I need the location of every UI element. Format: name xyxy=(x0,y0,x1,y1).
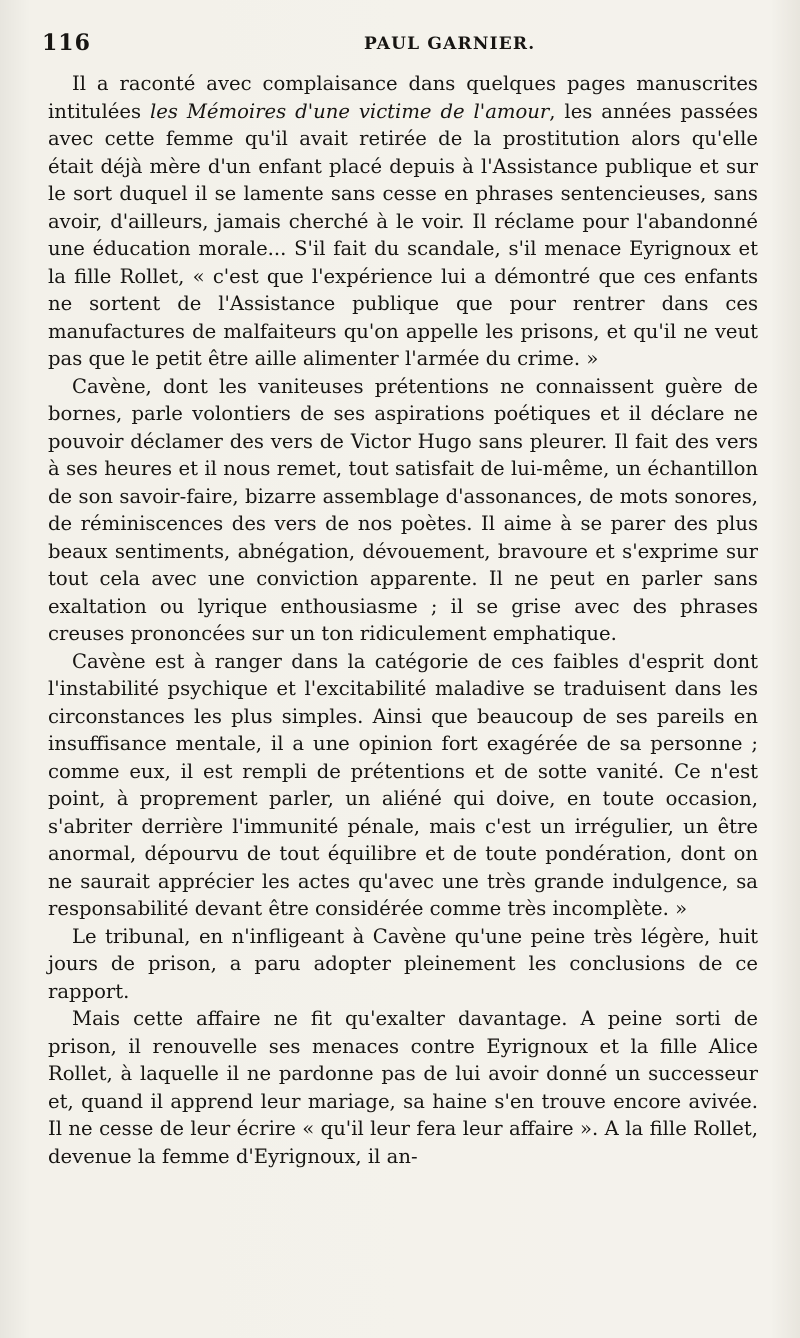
body-text xyxy=(48,70,758,1170)
page-number: 116 xyxy=(42,30,91,56)
paragraph: Cavène, dont les vaniteuses prétentions ne connaissent guère de bornes, parle volontiers de ses aspirations poétiques et il déclare ne pouvoir déclamer des vers de Victor Hugo sans pleurer. Il fait des vers à ses heures et il nous remet, tout satisfait de lui-même, un échantillon de son savoir-faire, bizarre assemblage d'assonances, de mots sonores, de réminiscences des vers de nos poètes. Il aime à se parer des plus beaux sentiments, abnégation, dévouement, bravoure et s'exprime sur tout cela avec une conviction apparente. Il ne peut en parler sans exaltation ou lyrique enthousiasme ; il se grise avec des phrases creuses prononcées sur un ton ridiculement emphatique. xyxy=(48,374,758,645)
page-header xyxy=(42,30,758,64)
paragraph xyxy=(48,70,758,373)
paragraph-text: , les années passées avec cette femme qu'il avait retirée de la prostitution alors qu'elle était déjà mère d'un enfant placé depuis à l'Assistance publique et sur le sort duquel il se lamente sans cesse en phrases sentencieuses, sans avoir, d'ailleurs, jamais cherché à le voir. Il réclame pour l'abandonné une éducation morale... S'il fait du scandale, s'il menace Eyrignoux et la fille Rollet, « c'est que l'expérience lui a démontré que ces enfants ne sortent de l'Assistance publique que pour rentrer dans ces manufactures de malfaiteurs qu'on appelle les prisons, et qu'il ne veut pas que le petit être aille alimenter l'armée du crime. » xyxy=(48,99,759,370)
italic-title: les Mémoires d'une victime de l'amour xyxy=(150,99,550,123)
paragraph: Le tribunal, en n'infligeant à Cavène qu'une peine très légère, huit jours de prison, a paru adopter pleinement les conclusions de ce rapport. xyxy=(48,924,758,1003)
paragraph: Cavène est à ranger dans la catégorie de ces faibles d'esprit dont l'instabilité psychique et l'excitabilité maladive se traduisent dans les circonstances les plus simples. Ainsi que beaucoup de ses pareils en insuffisance mentale, il a une opinion fort exagérée de sa personne ; comme eux, il est rempli de prétentions et de sotte vanité. Ce n'est point, à proprement parler, un aliéné qui doive, en toute occasion, s'abriter derrière l'immunité pénale, mais c'est un irrégulier, un être anormal, dépourvu de tout équilibre et de toute pondération, dont on ne saurait apprécier les actes qu'avec une très grande indulgence, sa responsabilité devant être considérée comme très incomplète. » xyxy=(48,649,758,920)
paragraph: Mais cette affaire ne fit qu'exalter davantage. A peine sorti de prison, il renouvelle ses menaces contre Eyrignoux et la fille Alice Rollet, à laquelle il ne pardonne pas de lui avoir donné un successeur et, quand il apprend leur mariage, sa haine s'en trouve encore avivée. Il ne cesse de leur écrire « qu'il leur fera leur affaire ». A la fille Rollet, devenue la femme d'Eyrignoux, il an- xyxy=(48,1007,758,1168)
running-head: PAUL GARNIER. xyxy=(364,34,536,54)
paragraph-text: Il a raconté avec complaisance dans quelques pages manuscrites intitulées xyxy=(48,72,758,123)
